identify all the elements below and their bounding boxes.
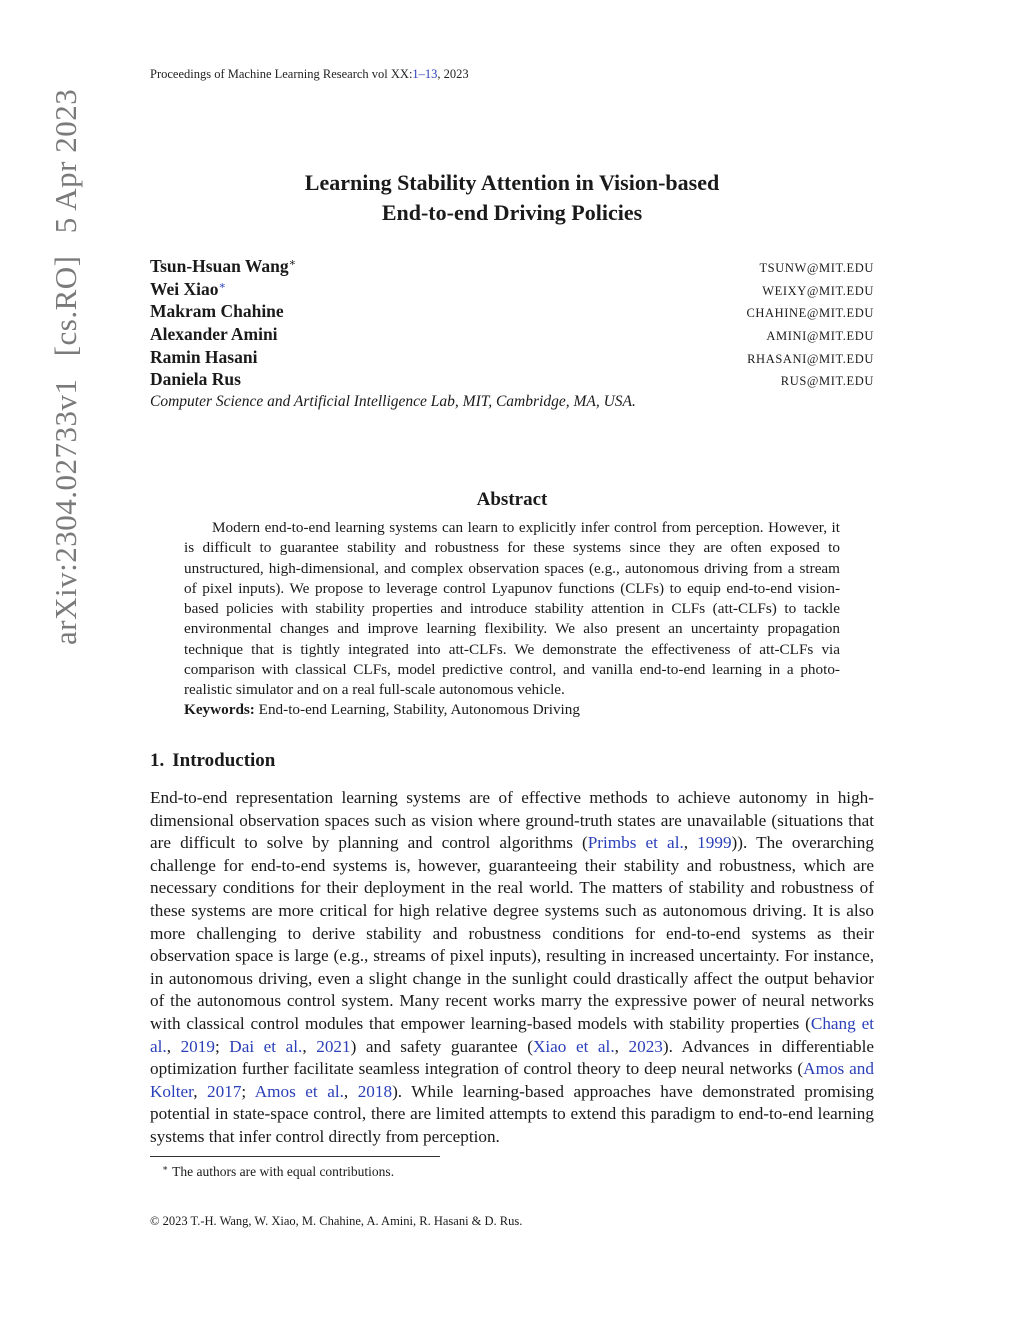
keywords-list: End-to-end Learning, Stability, Autonomous Driving [258, 701, 580, 718]
citation-amos-kolter-year[interactable]: 2017 [207, 1081, 242, 1101]
intro-text: End-to-end representation learning systems are of effective methods to achieve autonomy in high-dimensional observation spaces such as vision where ground-truth states are unavailable (situations that are difficult to solve by planning and control algorithms ( [150, 788, 874, 853]
intro-text: ). While learning-based approaches have demonstrated promising potential in state-space control, there are limited attempts to extend this paradigm to end-to-end learning systems that infer control directly from perception. [150, 1081, 874, 1146]
footnote [162, 1163, 394, 1180]
author-name: Daniela Rus [150, 369, 241, 390]
citation-amos-kolter-name[interactable]: Amos and Kolter [150, 1059, 874, 1101]
header-page-start-link[interactable]: 1 [412, 67, 419, 81]
citation-primbs-name[interactable]: Primbs et al. [587, 833, 684, 853]
copyright-notice: © 2023 T.-H. Wang, W. Xiao, M. Chahine, A. Amini, R. Hasani & D. Rus. [150, 1214, 523, 1228]
author-list [150, 256, 874, 392]
author-row [150, 369, 874, 392]
arxiv-id: arXiv:2304.02733v1 [48, 378, 83, 645]
author-email: TSUNW@MIT.EDU [759, 261, 874, 275]
citation-amos-name[interactable]: Amos et al. [254, 1081, 344, 1101]
keywords-label: Keywords: [184, 701, 255, 718]
running-header [150, 67, 469, 82]
arxiv-sidebar-stamp [48, 75, 84, 645]
equal-contribution-mark: ∗ [288, 257, 297, 269]
citation-dai-name[interactable]: Dai et al. [229, 1036, 303, 1056]
equal-contribution-link[interactable]: ∗ [218, 279, 227, 292]
intro-text: ). Advances in differentiable optimization further facilitate seamless integration of control theory to deep neural networks ( [150, 1036, 875, 1079]
footnote-mark: ∗ [162, 1163, 169, 1173]
author-email: AMINI@MIT.EDU [766, 329, 874, 344]
header-year: , 2023 [437, 67, 469, 81]
keywords [184, 701, 580, 719]
intro-text: )). The overarching challenge for end-to-end systems is, however, guaranteeing their stability and robustness, which are necessary conditions for their deployment in the real world. The matters of stability and robustness of these systems are more critical for high relative degree systems such as autonomous driving. It is also more challenging to derive stability and robustness conditions for end-to-end systems as their observation space is large (e.g., streams of pixel inputs), resulting in increased uncertainty. For instance, in autonomous driving, even a slight change in the sunlight could drastically affect the output behavior of the autonomous control system. Many recent works marry the expressive power of neural networks with classical control modules that empower learning-based models with stability properties ( [150, 833, 874, 1033]
author-email: CHAHINE@MIT.EDU [746, 306, 874, 321]
abstract-heading: Abstract [476, 489, 548, 510]
citation-xiao-name[interactable]: Xiao et al. [532, 1036, 615, 1056]
citation-chang-year[interactable]: 2019 [180, 1036, 215, 1056]
header-venue: Proceedings of Machine Learning Research vol XX: [150, 67, 413, 81]
section-number: 1. [150, 750, 165, 771]
section-heading [150, 750, 275, 772]
author-row [150, 279, 874, 302]
author-name [150, 279, 226, 300]
author-row [150, 347, 874, 370]
header-page-dash: – [418, 67, 425, 81]
citation-xiao-year[interactable]: 2023 [628, 1036, 663, 1056]
author-name-text: Tsun-Hsuan Wang [150, 256, 289, 276]
introduction-paragraph: End-to-end representation learning systems are of effective methods to achieve autonomy in high-dimensional observation spaces such as vision where ground-truth states are unavailable (situations that are difficult to solve by planning and control algorithms (Primbs et al., 1999)). The overarching challenge for end-to-end systems is, however, guaranteeing their stability and robustness, which are necessary conditions for their deployment in the real world. The matters of stability and robustness of these systems are more critical for high relative degree systems such as autonomous driving. It is also more challenging to derive stability and robustness conditions for end-to-end systems as their observation space is large (e.g., streams of pixel inputs), resulting in increased uncertainty. For instance, in autonomous driving, even a slight change in the sunlight could drastically affect the output behavior of the autonomous control system. Many recent works marry the expressive power of neural networks with classical control modules that empower learning-based models with stability properties (Chang et al., 2019; Dai et al., 2021) and safety guarantee (Xiao et al., 2023). Advances in differentiable optimization further facilitate seamless integration of control theory to deep neural networks (Amos and Kolter, 2017; Amos et al., 2018). While learning-based approaches have demonstrated promising potential in state-space control, there are limited attempts to extend this paradigm to end-to-end learning systems that infer control directly from perception. [150, 788, 875, 1146]
author-row [150, 256, 874, 279]
header-page-end-link[interactable]: 13 [424, 67, 438, 81]
title-line-2: End-to-end Driving Policies [381, 200, 643, 225]
author-name: Alexander Amini [150, 324, 278, 345]
section-title: Introduction [172, 750, 276, 771]
abstract-text: Modern end-to-end learning systems can learn to explicitly infer control from perception. However, it is difficult to guarantee stability and robustness for these systems since they are often exposed to unstructured, high-dimensional, and complex observation spaces (e.g., autonomous driving from a stream of pixel inputs). We propose to leverage control Lyapunov functions (CLFs) to equip end-to-end vision-based policies with stability properties and introduce stability attention in CLFs (att-CLFs) to tackle environmental changes and improve learning flexibility. We also present an uncertainty propagation technique that is tightly integrated into att-CLFs. We demonstrate the effectiveness of att-CLFs via comparison with classical CLFs, model predictive control, and vanilla end-to-end learning in a photo-realistic simulator and on a real full-scale autonomous vehicle. [184, 519, 840, 699]
arxiv-category: [cs.RO] [48, 255, 83, 357]
author-email: RUS@MIT.EDU [780, 374, 874, 389]
footnote-text: The authors are with equal contributions. [172, 1164, 395, 1179]
paper-title [150, 168, 874, 228]
footnote-divider [150, 1156, 440, 1157]
author-row [150, 301, 874, 324]
citation-chang-name[interactable]: Chang et al. [150, 1013, 874, 1056]
author-row [150, 324, 874, 347]
arxiv-date: 5 Apr 2023 [48, 88, 83, 234]
author-name-text: Wei Xiao [150, 278, 219, 299]
author-name: Ramin Hasani [150, 346, 258, 367]
citation-primbs-year[interactable]: 1999 [697, 833, 732, 853]
citation-amos-year[interactable]: 2018 [357, 1081, 393, 1101]
author-name: Makram Chahine [150, 301, 284, 322]
author-name [150, 256, 296, 277]
author-email: RHASANI@MIT.EDU [747, 351, 874, 366]
citation-dai-year[interactable]: 2021 [316, 1036, 351, 1056]
affiliation: Computer Science and Artificial Intelligence Lab, MIT, Cambridge, MA, USA. [150, 393, 636, 410]
author-email: WEIXY@MIT.EDU [762, 283, 874, 298]
intro-text: ) and safety guarantee ( [350, 1036, 533, 1056]
title-line-1: Learning Stability Attention in Vision-based [304, 170, 720, 195]
